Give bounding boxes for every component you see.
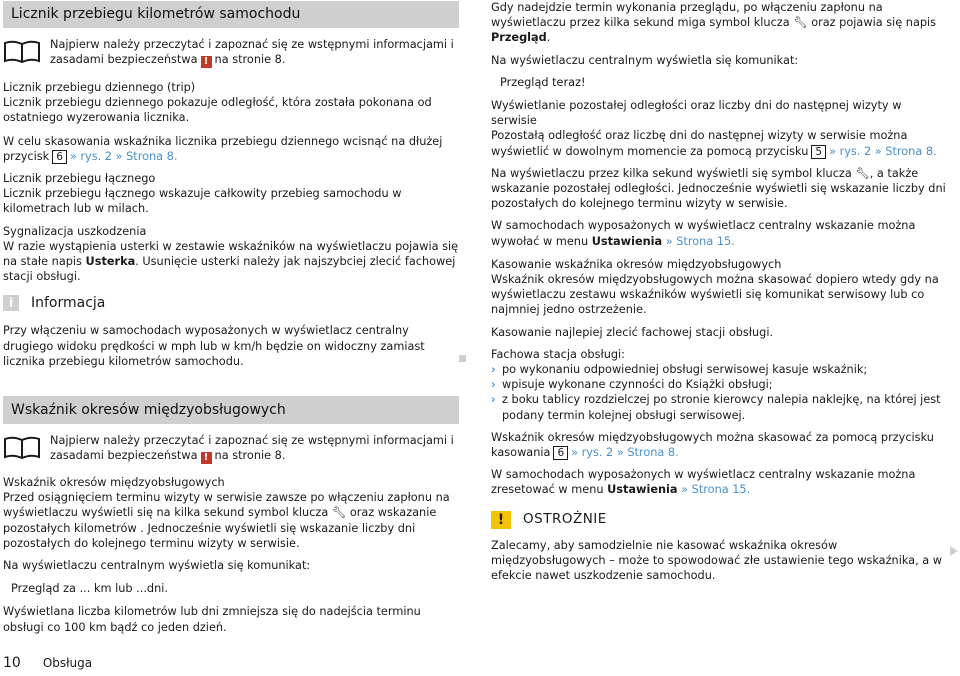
- key-6-label: 6: [553, 446, 568, 460]
- left-column: [3, 0, 459, 635]
- trip-heading: Licznik przebiegu dziennego (trip): [3, 81, 196, 94]
- section-title-odometer: Licznik przebiegu kilometrów samochodu: [3, 1, 459, 28]
- fault-bold: Usterka: [85, 255, 136, 269]
- fault-text-end: . Usunięcie usterki należy jak najszybciej zlecić fachowej stacji obsługi.: [3, 255, 456, 284]
- reset-paragraph-4: [491, 467, 946, 497]
- interval-text: Przed osiągnięciem terminu wizyty w serwisie zawsze po włączeniu zapłonu na wyświetlaczu wyświetli się na kilka sekund symbol klucza: [3, 491, 450, 520]
- display-msg-intro: Na wyświetlaczu centralnym wyświetla się komunikat:: [3, 559, 311, 573]
- total-text: Licznik przebiegu łącznego wskazuje całkowity przebieg samochodu w kilometrach lub w milach.: [3, 187, 402, 216]
- list-item: [491, 377, 946, 392]
- continue-arrow-icon: [950, 546, 958, 556]
- fault-text: W razie wystąpienia usterki w zestawie wskaźników na wyświetlaczu pojawia się na stałe napis: [3, 239, 459, 269]
- open-book-icon: [3, 39, 41, 63]
- caution-header: [491, 511, 946, 529]
- wrench-icon: 🔧︎: [331, 506, 347, 520]
- trip-text: Licznik przebiegu dziennego pokazuje odległość, która została pokonana od ostatniego wyzerowania licznika.: [3, 96, 432, 125]
- interval-heading: Wskaźnik okresów międzyobsługowych: [3, 476, 225, 490]
- show-heading: Wyświetlanie pozostałej odległości oraz liczby dni do następnej wizyty w serwisie: [491, 99, 902, 128]
- reset-heading: Kasowanie wskaźnika okresów międzyobsługowych: [491, 257, 782, 271]
- caution-text: Zalecamy, aby samodzielnie nie kasować wskaźnika okresów międzyobsługowych – może to spowodować złe ustawienie tego wskaźnika, a w efekcie nawet uszkodzenie samochodu.: [491, 538, 943, 583]
- due-paragraph: Gdy nadejdzie termin wykonania przeglądu, po włączeniu zapłonu na wyświetlaczu przez kilka sekund miga symbol klucza 🔧︎ oraz pojawia się napis Przegląd.: [491, 1, 937, 45]
- page-footer: [3, 656, 92, 671]
- chevron-right-icon: ›: [491, 393, 496, 407]
- list-item: [491, 362, 946, 377]
- chevron-right-icon: ›: [491, 378, 496, 392]
- show-text: Pozostałą odległość oraz liczbę dni do następnej wizyty w serwisie można wyświetlić w dowolnym momencie za pomocą przycisku: [491, 129, 908, 158]
- info-header: [3, 295, 459, 311]
- key-6-label: 6: [52, 150, 67, 164]
- section-name: Obsługa: [42, 656, 93, 670]
- reset-text-2: Kasowanie najlepiej zlecić fachowej stacji obsługi.: [491, 325, 774, 339]
- total-heading: Licznik przebiegu łącznego: [3, 172, 156, 186]
- due-msg-intro: Na wyświetlaczu centralnym wyświetla się komunikat:: [491, 53, 799, 67]
- read-first-notice: [3, 37, 459, 68]
- page-reference-link[interactable]: » Strona 15.: [665, 234, 735, 248]
- bullet-text: wpisuje wykonane czynności do Książki obsługi;: [502, 378, 773, 392]
- right-column: [491, 0, 946, 583]
- show-paragraph-2: [491, 166, 946, 212]
- caution-icon: !: [491, 511, 511, 529]
- show-text2-end: , a także wskazanie pozostałej odległości. Jednocześnie wyświetli się wskazanie liczby dni pozostałych do kolejnego terminu wizyty w serwisie.: [491, 166, 946, 211]
- section-end-marker: [459, 355, 466, 362]
- show-text3: W samochodach wyposażonych w wyświetlacz centralny wskazanie można wywołać w menu: [491, 219, 916, 248]
- read-notice-line1: Najpierw należy przeczytać i zapoznać się ze wstępnymi informacjami i: [50, 38, 454, 51]
- chevron-right-icon: ›: [491, 363, 496, 377]
- interval-text-end: oraz wskazanie pozostałych kilometrów . Jednocześnie wyświetli się wskazanie liczby dni pozostałych do kolejnego terminu wizyty w serwisie.: [3, 506, 437, 550]
- countdown-text: Wyświetlana liczba kilometrów lub dni zmniejsza się do nadejścia terminu obsługi co 100 km bądź co jeden dzień.: [3, 605, 421, 634]
- fault-heading: Sygnalizacja uszkodzenia: [3, 224, 147, 238]
- key-5-label: 5: [811, 145, 826, 159]
- read-notice-text: zasadami bezpieczeństwa: [50, 449, 198, 463]
- reset-trip-paragraph: [3, 134, 459, 164]
- menu-settings-label: Ustawienia: [607, 483, 678, 497]
- read-notice-page: na stronie 8.: [214, 449, 286, 463]
- caution-title: OSTROŻNIE: [523, 511, 607, 528]
- station-intro: Fachowa stacja obsługi:: [491, 347, 625, 361]
- reset-trip-text: W celu skasowania wskaźnika licznika przebiegu dziennego wcisnąć na dłużej przycisk: [3, 134, 443, 163]
- wrench-icon: 🔧︎: [793, 16, 808, 30]
- display-msg: Przegląd za ... km lub ...dni.: [11, 582, 168, 596]
- info-title: Informacja: [31, 294, 106, 311]
- reset-text: Wskaźnik okresów międzyobsługowych można skasować dopiero wtedy gdy na wyświetlaczu zestawu wskaźników wyświetli się komunikat serwisowy lub co najmniej jedno ostrzeżenie.: [491, 273, 939, 317]
- due-text-mid: oraz pojawia się napis: [811, 16, 937, 30]
- fault-paragraph: [3, 239, 459, 285]
- interval-paragraph: [3, 490, 459, 551]
- wrench-icon: 🔧︎: [855, 166, 870, 180]
- section-title-service-interval: Wskaźnik okresów międzyobsługowych: [3, 396, 459, 424]
- show-paragraph-3: [491, 218, 946, 248]
- figure-reference-link[interactable]: » rys. 2 » Strona 8.: [829, 144, 937, 158]
- due-text: Gdy nadejdzie termin wykonania przeglądu, po włączeniu zapłonu na wyświetlaczu przez kilka sekund miga symbol klucza: [491, 1, 883, 30]
- bullet-text: po wykonaniu odpowiedniej obsługi serwisowej kasuje wskaźnik;: [502, 363, 868, 377]
- read-notice-line1: Najpierw należy przeczytać i zapoznać się ze wstępnymi informacjami i: [50, 434, 454, 448]
- read-notice-text: zasadami bezpieczeństwa: [50, 53, 198, 66]
- bullet-text: z boku tablicy rozdzielczej po stronie kierowcy nalepia naklejkę, na której jest podany termin kolejnej obsługi serwisowej.: [502, 393, 941, 422]
- show-paragraph: [491, 128, 946, 158]
- due-msg: Przegląd teraz!: [500, 75, 586, 89]
- reset-paragraph-3: [491, 430, 946, 460]
- info-text: Przy włączeniu w samochodach wyposażonych w wyświetlacz centralny drugiego widoku prędkości w mph lub w km/h będzie on widoczny zamiast licznika przebiegu kilometrów samochodu.: [3, 324, 425, 368]
- page-number: 10: [3, 655, 21, 671]
- read-notice-page: na stronie 8.: [214, 53, 286, 66]
- warning-icon: !: [201, 452, 212, 464]
- open-book-icon: [3, 435, 41, 459]
- page-reference-link[interactable]: » Strona 15.: [681, 483, 751, 497]
- reset-text-3: Wskaźnik okresów międzyobsługowych można skasować za pomocą przycisku kasowania: [491, 430, 934, 460]
- reset-text-4: W samochodach wyposażonych w wyświetlacz centralny wskazanie można zresetować w menu: [491, 468, 916, 497]
- due-bold: Przegląd: [491, 31, 547, 45]
- menu-settings-label: Ustawienia: [591, 234, 663, 248]
- show-text2: Na wyświetlaczu przez kilka sekund wyświetli się symbol klucza: [491, 166, 852, 180]
- warning-icon: !: [201, 56, 212, 68]
- figure-reference-link[interactable]: » rys. 2 » Strona 8.: [571, 446, 679, 460]
- figure-reference-link[interactable]: » rys. 2 » Strona 8.: [69, 149, 178, 163]
- list-item: [491, 392, 946, 422]
- read-first-notice-2: [3, 433, 459, 464]
- info-icon: i: [3, 295, 19, 311]
